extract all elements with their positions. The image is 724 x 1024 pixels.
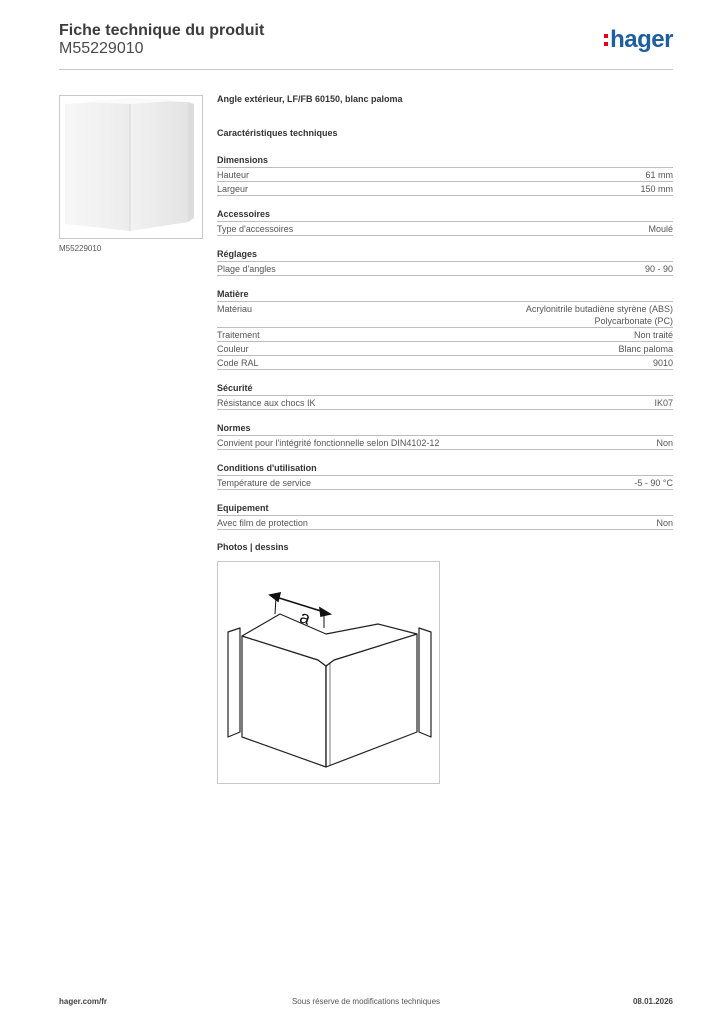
section-equipement — [217, 502, 673, 530]
spec-value: Non — [656, 518, 673, 528]
spec-value-line: Acrylonitrile butadiène styrène (ABS) — [525, 304, 673, 314]
spec-value: Non — [656, 438, 673, 448]
spec-label: Traitement — [217, 330, 260, 340]
footer-website-link[interactable]: hager.com/fr — [59, 997, 108, 1006]
spec-value: Non traité — [633, 330, 673, 340]
section-title: Dimensions — [217, 155, 269, 165]
spec-heading: Caractéristiques techniques — [217, 128, 338, 138]
spec-value: -5 - 90 °C — [634, 478, 673, 488]
spec-label: Température de service — [217, 478, 312, 488]
section-accessoires — [217, 208, 673, 236]
photos-heading: Photos | dessins — [217, 542, 289, 552]
section-title: Conditions d'utilisation — [217, 463, 317, 473]
spec-row — [217, 167, 673, 181]
spec-row — [217, 435, 673, 450]
spec-value: Moulé — [648, 224, 673, 234]
page-title: Fiche technique du produit — [59, 22, 265, 39]
section-title: Equipement — [217, 503, 269, 513]
page-header — [59, 20, 673, 70]
spec-label: Hauteur — [217, 170, 250, 180]
spec-row — [217, 301, 673, 327]
section-securite — [217, 382, 673, 410]
section-reglages — [217, 248, 673, 276]
spec-label: Code RAL — [217, 358, 259, 368]
spec-row — [217, 355, 673, 370]
spec-row — [217, 515, 673, 530]
spec-row — [217, 181, 673, 196]
spec-content — [217, 94, 673, 530]
spec-label: Plage d'angles — [217, 264, 276, 274]
spec-value: 90 - 90 — [644, 264, 673, 274]
product-photo-icon — [60, 96, 202, 238]
spec-row — [217, 341, 673, 355]
section-title: Accessoires — [217, 209, 271, 219]
product-name: Angle extérieur, LF/FB 60150, blanc paloma — [217, 94, 403, 104]
spec-label: Couleur — [217, 344, 249, 354]
section-normes — [217, 422, 673, 450]
section-title: Matière — [217, 289, 249, 299]
spec-value: 61 mm — [645, 170, 673, 180]
spec-value: 150 mm — [640, 184, 673, 194]
spec-row — [217, 475, 673, 490]
dimension-label: a — [297, 606, 313, 629]
footer-notice: Sous réserve de modifications techniques — [291, 997, 441, 1006]
spec-label: Type d'accessoires — [217, 224, 294, 234]
footer-date: 08.01.2026 — [632, 997, 673, 1006]
spec-row — [217, 221, 673, 236]
section-title: Réglages — [217, 249, 258, 259]
section-title: Sécurité — [217, 383, 253, 393]
section-title: Normes — [217, 423, 251, 433]
corner-drawing-icon — [218, 562, 439, 783]
technical-drawing — [217, 561, 440, 784]
product-thumbnail — [59, 95, 203, 239]
spec-label: Convient pour l'intégrité fonctionnelle selon DIN4102-12 — [217, 438, 440, 448]
product-reference: M55229010 — [59, 40, 144, 57]
section-conditions — [217, 462, 673, 490]
spec-value: Blanc paloma — [618, 344, 673, 354]
logo-dots-icon — [604, 32, 608, 48]
spec-value-line: Polycarbonate (PC) — [594, 316, 673, 326]
spec-label: Matériau — [217, 304, 253, 314]
spec-value: IK07 — [654, 398, 673, 408]
spec-label: Largeur — [217, 184, 249, 194]
section-dimensions — [217, 154, 673, 196]
logo-text: hager — [610, 26, 673, 53]
section-matiere — [217, 288, 673, 370]
spec-value: 9010 — [652, 358, 673, 368]
spec-row — [217, 395, 673, 410]
spec-label: Résistance aux chocs IK — [217, 398, 316, 408]
spec-row — [217, 261, 673, 276]
thumbnail-caption: M55229010 — [59, 244, 102, 253]
spec-label: Avec film de protection — [217, 518, 308, 528]
hager-logo[interactable] — [604, 26, 673, 54]
spec-value — [526, 302, 673, 327]
spec-row — [217, 327, 673, 341]
